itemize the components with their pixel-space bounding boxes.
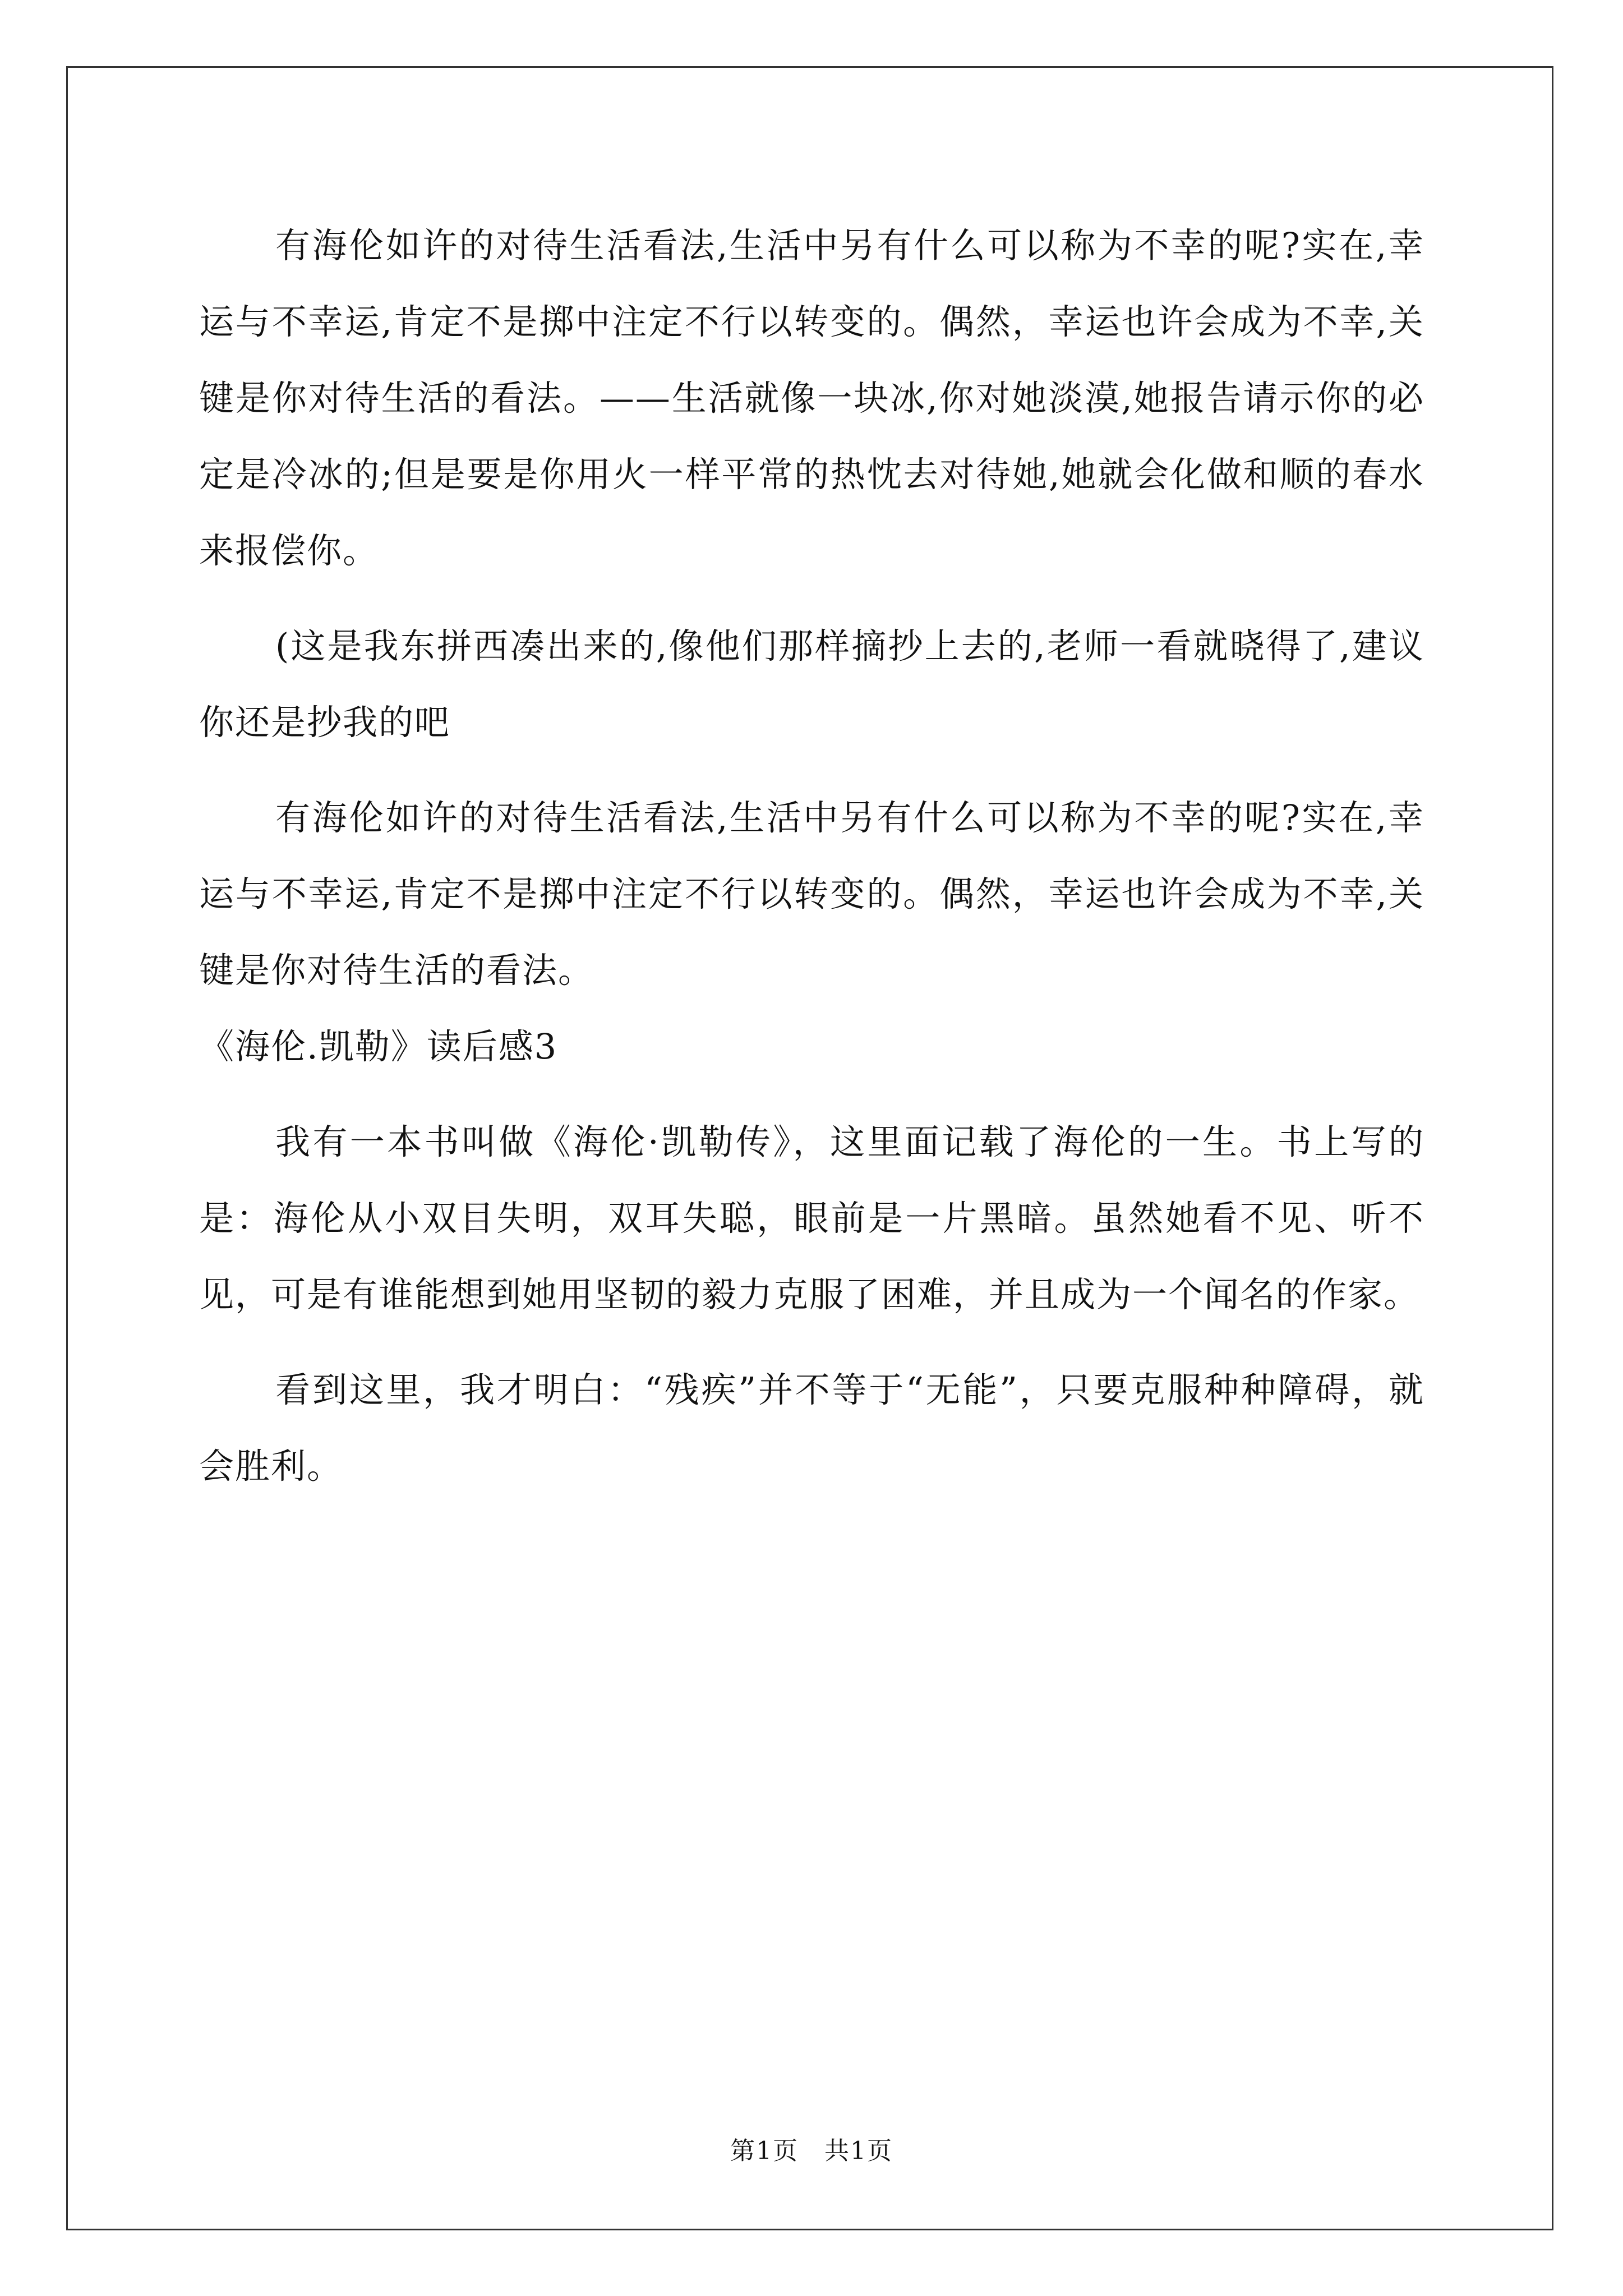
paragraph: 有海伦如许的对待生活看法,生活中另有什么可以称为不幸的呢?实在,幸运与不幸运,肯定不是掷中注定不行以转变的。偶然，幸运也许会成为不幸,关键是你对待生活的看法。 — [199, 797, 1424, 991]
paragraph: 看到这里，我才明白：“残疾”并不等于“无能”，只要克服种种障碍，就会胜利。 — [199, 1369, 1424, 1487]
paragraph: (这是我东拼西凑出来的,像他们那样摘抄上去的,老师一看就晓得了,建议你还是抄我的吧 — [199, 625, 1424, 743]
paragraph: 有海伦如许的对待生活看法,生活中另有什么可以称为不幸的呢?实在,幸运与不幸运,肯定不是掷中注定不行以转变的。偶然，幸运也许会成为不幸,关键是你对待生活的看法。——生活就像一块冰,你对她淡漠,她报告请示你的必定是冷冰的;但是要是你用火一样平常的热忱去对待她,她就会化做和顺的春水来报偿你。 — [199, 225, 1424, 571]
page-footer: 第1页 共1页 — [730, 2137, 893, 2165]
section-heading: 《海伦.凯勒》读后感3 — [199, 1026, 558, 1067]
document-body — [199, 208, 1424, 1504]
paragraph: 我有一本书叫做《海伦·凯勒传》，这里面记载了海伦的一生。书上写的是：海伦从小双目失明，双耳失聪，眼前是一片黑暗。虽然她看不见、听不见，可是有谁能想到她用坚韧的毅力克服了困难，并且成为一个闻名的作家。 — [199, 1121, 1424, 1315]
